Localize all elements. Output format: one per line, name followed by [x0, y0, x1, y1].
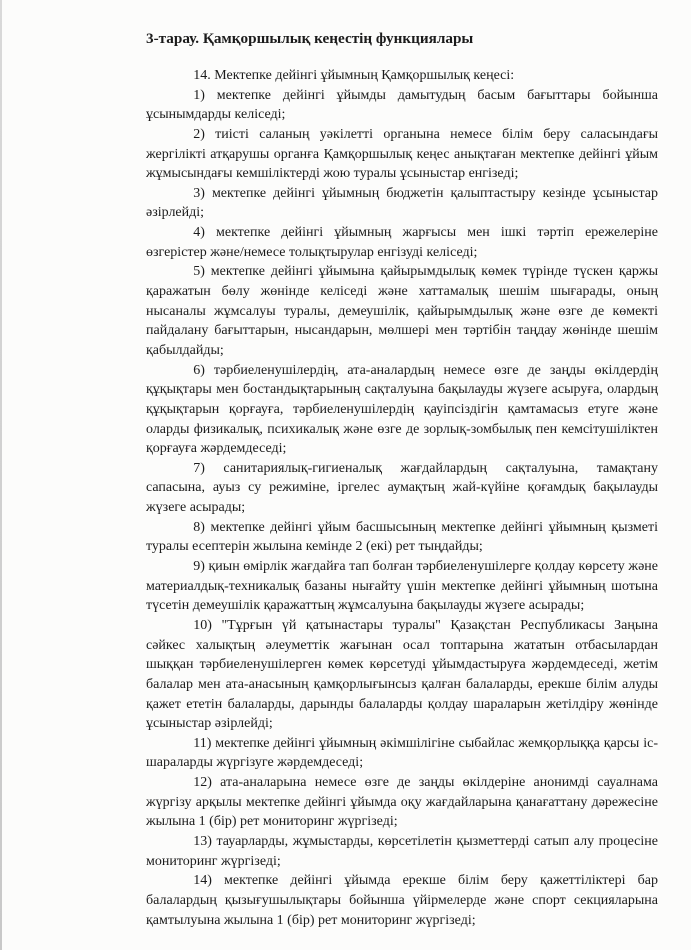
- document-body: [146, 66, 658, 930]
- paragraph-14: 14. Мектепке дейінгі ұйымның Қамқоршылық кеңесі:: [193, 68, 515, 83]
- paragraph-item-1: 1) мектепке дейінгі ұйымды дамытудың басым бағыттары бойынша ұсынымдарды келіседі;: [146, 87, 658, 123]
- paragraph-item-11: 11) мектепке дейінгі ұйымның әкімшілігіне сыбайлас жемқорлыққа қарсы іс-шараларды жүргізуге жәрдемдеседі;: [146, 735, 658, 771]
- paragraph-item-5: 5) мектепке дейінгі ұйымына қайырымдылық көмек түрінде түскен қаржы қаражатын бөлу жөнінде келіседі және хаттамалық шешім шығарады, оның нысаналы жұмсалуы туралы, демеушілік, қайырымдылық және өзге де көмекті пайдалану бағыттарын, нысандарын, мөлшері мен тәртібін таңдау жөнінде шешім қабылдайды;: [146, 264, 658, 358]
- paragraph-item-9: 9) қиын өмірлік жағдайға тап болған тәрбиеленушілерге қолдау көрсету және материалдық-техникалық базаны нығайту үшін мектепке дейінгі ұйымның шотына түсетін демеушілік қаражаттың жұмсалуына бақылауды жүзеге асырады;: [146, 559, 658, 614]
- paragraph-item-4: 4) мектепке дейінгі ұйымның жарғысы мен ішкі тәртіп ережелеріне өзгерістер және/немесе толықтырулар енгізуді келіседі;: [146, 225, 658, 260]
- page-edge: [0, 0, 2, 950]
- chapter-heading: 3-тарау. Қамқоршылық кеңестің функциялары: [146, 30, 474, 47]
- paragraph-item-6: 6) тәрбиеленушілердің, ата-аналардың немесе өзге де заңды өкілдердің құқықтары мен бостандықтарының сақталуына бақылауды жүзеге асыруға, олардың құқықтарын қорғауға, тәрбиеленушілердің қауіпсіздігін қамтамасыз етуге және оларды физикалық, психикалық және өзге де зорлық-зомбылық пен кемсітушіліктен қорғауға жәрдемдеседі;: [146, 362, 658, 457]
- paragraph-item-12: 12) ата-аналарына немесе өзге де заңды өкілдеріне анонимді сауалнама жүргізу арқылы мектепке дейінгі ұйымда оқу жағдайларына қанағаттану дәрежесіне жылына 1 (бір) рет мониторинг жүргізеді;: [146, 775, 658, 830]
- paragraph-item-14: 14) мектепке дейінгі ұйымда ерекше білім беру қажеттіліктері бар балалардың қызығушылықтары бойынша үйірмелерде және спорт секцияларына қамтылуына жылына 1 (бір) рет мониторинг жүргізеді;: [146, 873, 658, 928]
- paragraph-item-3: 3) мектепке дейінгі ұйымның бюджетін қалыптастыру кезінде ұсыныстар әзірлейді;: [146, 185, 658, 221]
- paragraph-item-8: 8) мектепке дейінгі ұйым басшысының мектепке дейінгі ұйымның қызметі туралы есептерін жылына кемінде 2 (екі) рет тыңдайды;: [146, 519, 658, 555]
- paragraph-item-10: 10) "Тұрғын үй қатынастары туралы" Қазақстан Республикасы Заңына сәйкес халықтың әлеуметтік жағынан осал топтарына жататын отбасылардан шыққан тәрбиеленушілерген көмек көрсетуді ұйымдастыруға жәрдемдеседі, жетім балалар мен ата-анасының қамқорлығынсыз қалған балаларды, ерекше білім алуды қажет ететін балаларды, дарынды балаларды қолдау шараларын жетілдіру жөнінде ұсыныстар әзірлейді;: [146, 617, 658, 732]
- paragraph-item-2: 2) тиісті саланың уәкілетті органына немесе білім беру саласындағы жергілікті атқарушы органға Қамқоршылық кеңес анықтаған мектепке дейінгі ұйым жұмысындағы кемшіліктерді жою туралы ұсыныстар енгізеді;: [146, 126, 658, 182]
- paragraph-item-7: 7) санитариялық-гигиеналық жағдайлардың сақталуына, тамақтану сапасына, ауыз су режиміне, іргелес аумақтың жай-күйіне қоғамдық бақылауды жүзеге асырады;: [146, 460, 658, 516]
- paragraph-item-13: 13) тауарларды, жұмыстарды, көрсетілетін қызметтерді сатып алу процесіне мониторинг жүргізеді;: [146, 833, 658, 869]
